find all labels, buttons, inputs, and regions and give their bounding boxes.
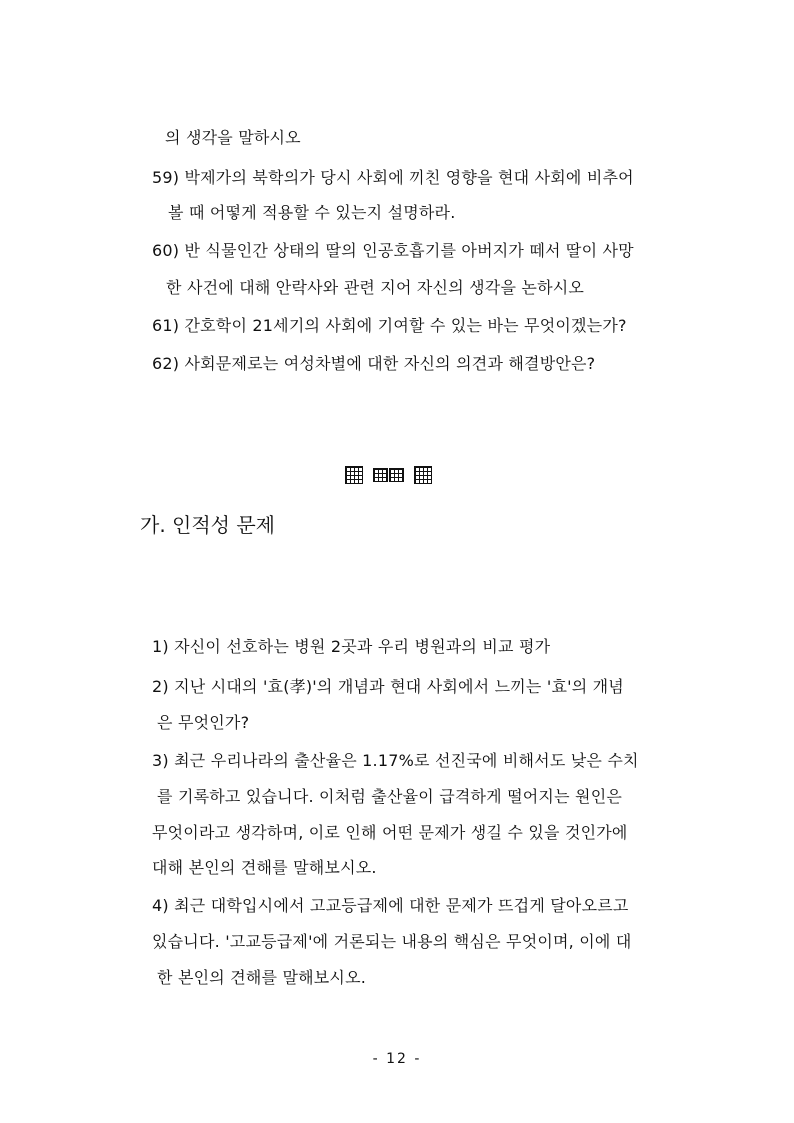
aptitude-question-3-cont3: 대해 본인의 견해를 말해보시오. bbox=[152, 858, 377, 877]
question-61: 61) 간호학이 21세기의 사회에 기여할 수 있는 바는 무엇이겠는가? bbox=[152, 316, 627, 335]
aptitude-question-1: 1) 자신이 선호하는 병원 2곳과 우리 병원과의 비교 평가 bbox=[152, 637, 551, 656]
aptitude-question-3: 3) 최근 우리나라의 출산율은 1.17%로 선진국에 비해서도 낮은 수치 bbox=[152, 751, 639, 770]
aptitude-question-4-cont1: 있습니다. '고교등급제'에 거론되는 내용의 핵심은 무엇이며, 이에 대 bbox=[152, 932, 632, 951]
question-continuation: 의 생각을 말하시오 bbox=[165, 128, 301, 147]
section-divider-ornament bbox=[345, 466, 432, 484]
aptitude-question-4-cont2: 한 본인의 견해를 말해보시오. bbox=[157, 968, 367, 987]
page-number: - 12 - bbox=[372, 1051, 422, 1067]
aptitude-question-3-cont1: 를 기록하고 있습니다. 이처럼 출산율이 급격하게 떨어지는 원인은 bbox=[157, 787, 623, 806]
aptitude-question-2-cont: 은 무엇인가? bbox=[157, 713, 250, 732]
aptitude-question-2: 2) 지난 시대의 '효(孝)'의 개념과 현대 사회에서 느끼는 '효'의 개념 bbox=[152, 677, 624, 696]
grid-ornament-icon bbox=[345, 466, 363, 484]
question-59: 59) 박제가의 북학의가 당시 사회에 끼친 영향을 현대 사회에 비추어 bbox=[152, 168, 634, 187]
question-60: 60) 반 식물인간 상태의 딸의 인공호흡기를 아버지가 떼서 딸이 사망 bbox=[152, 241, 634, 260]
grid-ornament-icon bbox=[389, 468, 404, 482]
aptitude-question-3-cont2: 무엇이라고 생각하며, 이로 인해 어떤 문제가 생길 수 있을 것인가에 bbox=[152, 823, 628, 842]
grid-ornament-pair bbox=[373, 468, 404, 482]
grid-ornament-icon bbox=[373, 468, 388, 482]
grid-ornament-icon bbox=[414, 466, 432, 484]
aptitude-question-4: 4) 최근 대학입시에서 고교등급제에 대한 문제가 뜨겁게 달아오르고 bbox=[152, 896, 629, 915]
question-59-cont: 볼 때 어떻게 적용할 수 있는지 설명하라. bbox=[168, 203, 456, 222]
question-60-cont: 한 사건에 대해 안락사와 관련 지어 자신의 생각을 논하시오 bbox=[166, 278, 585, 297]
section-title: 가. 인적성 문제 bbox=[140, 513, 275, 537]
question-62: 62) 사회문제로는 여성차별에 대한 자신의 의견과 해결방안은? bbox=[152, 354, 596, 373]
